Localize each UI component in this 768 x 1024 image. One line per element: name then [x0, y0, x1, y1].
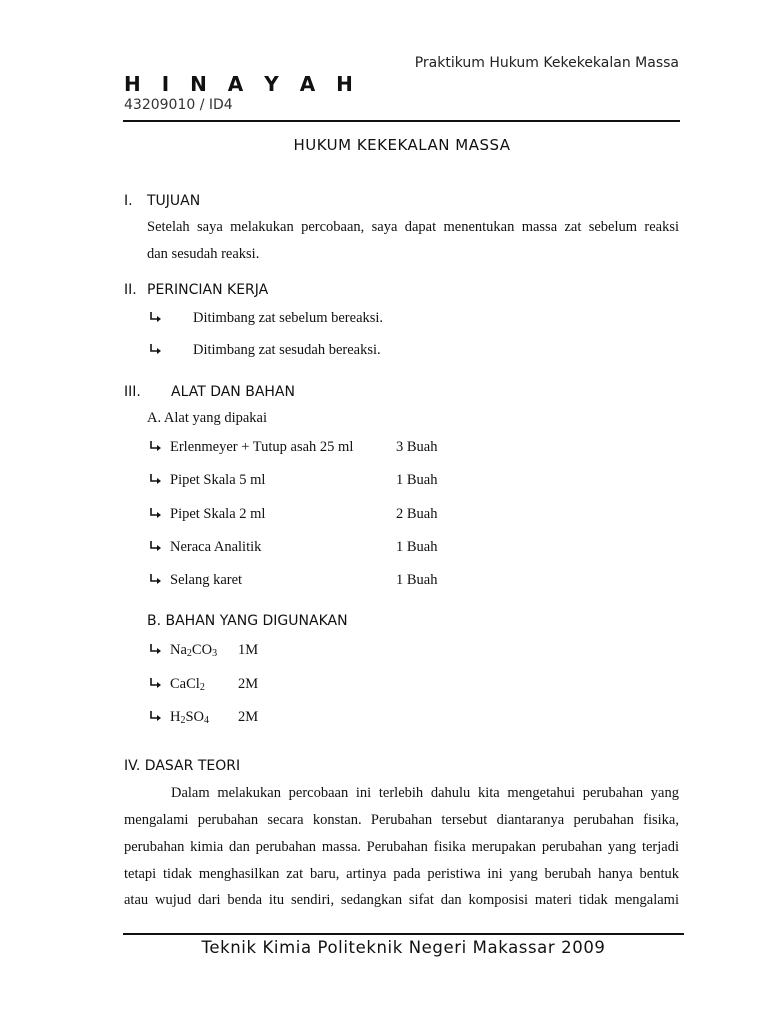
alat-name: Pipet Skala 2 ml [170, 506, 266, 522]
section-number-alat-bahan: III. [124, 384, 141, 400]
dasar-teori-line: atau wujud dari benda itu sendiri, sedangkan sifat dan komposisi materi tidak mengalami [124, 892, 679, 908]
bahan-concentration: 1M [238, 642, 259, 658]
section-heading-perincian: PERINCIAN KERJA [147, 282, 269, 298]
alat-name: Selang karet [170, 572, 243, 588]
tujuan-line-1: Setelah saya melakukan percobaan, saya dapat menentukan massa zat sebelum reaksi [147, 219, 679, 235]
bahan-concentration: 2M [238, 676, 259, 692]
bahan-subheading: B. BAHAN YANG DIGUNAKAN [147, 613, 348, 629]
dasar-teori-line: tetapi tidak menghasilkan zat baru, artinya pada peristiwa ini yang berubah hanya bentuk [124, 866, 679, 882]
bahan-formula: CaCl$_2$ [170, 676, 205, 693]
alat-qty: 2 Buah [396, 506, 438, 522]
author-id: 43209010 / ID4 [124, 97, 233, 113]
section-number-perincian: II. [124, 282, 137, 298]
arrow-down-right-icon [148, 439, 164, 460]
arrow-down-right-icon [148, 539, 164, 560]
bahan-formula: $Na_2CO_3$ [170, 642, 218, 659]
arrow-down-right-icon [148, 572, 164, 593]
arrow-down-right-icon [148, 676, 164, 697]
running-title: Praktikum Hukum Kekekekalan Massa [414, 55, 679, 71]
arrow-down-right-icon [148, 506, 164, 527]
section-heading-dasar-teori: IV. DASAR TEORI [124, 758, 241, 774]
dasar-teori-line: Dalam melakukan percobaan ini terlebih dahulu kita mengetahui perubahan yang [171, 785, 679, 801]
header-divider [123, 120, 680, 122]
document-title: HUKUM KEKEKALAN MASSA [293, 136, 511, 154]
bahan-formula: $H_2SO_4$ [170, 709, 210, 726]
alat-qty: 3 Buah [396, 439, 438, 455]
alat-qty: 1 Buah [396, 539, 438, 555]
dasar-teori-line: mengalami perubahan secara konstan. Perubahan tersebut diantaranya perubahan fisika, [124, 812, 679, 828]
alat-qty: 1 Buah [396, 572, 438, 588]
section-number-tujuan: I. [124, 193, 133, 209]
alat-name: Erlenmeyer + Tutup asah 25 ml [170, 439, 354, 455]
tujuan-line-2: dan sesudah reaksi. [147, 246, 260, 262]
perincian-item: Ditimbang zat sesudah bereaksi. [193, 342, 381, 358]
section-heading-tujuan: TUJUAN [147, 193, 201, 209]
bahan-concentration: 2M [238, 709, 259, 725]
perincian-item: Ditimbang zat sebelum bereaksi. [193, 310, 384, 326]
alat-name: Neraca Analitik [170, 539, 262, 555]
arrow-down-right-icon [148, 709, 164, 730]
author-name: H I N A Y A H [124, 72, 360, 96]
arrow-down-right-icon [148, 642, 164, 663]
dasar-teori-line: perubahan kimia dan perubahan massa. Perubahan fisika merupakan perubahan yang terjadi [124, 839, 679, 855]
section-heading-alat-bahan: ALAT DAN BAHAN [171, 384, 295, 400]
footer-divider [123, 933, 684, 935]
alat-name: Pipet Skala 5 ml [170, 472, 266, 488]
arrow-down-right-icon [148, 342, 164, 363]
arrow-down-right-icon [148, 310, 164, 331]
alat-qty: 1 Buah [396, 472, 438, 488]
footer-text: Teknik Kimia Politeknik Negeri Makassar 2009 [201, 938, 606, 957]
arrow-down-right-icon [148, 472, 164, 493]
alat-subheading: A. Alat yang dipakai [147, 410, 268, 426]
